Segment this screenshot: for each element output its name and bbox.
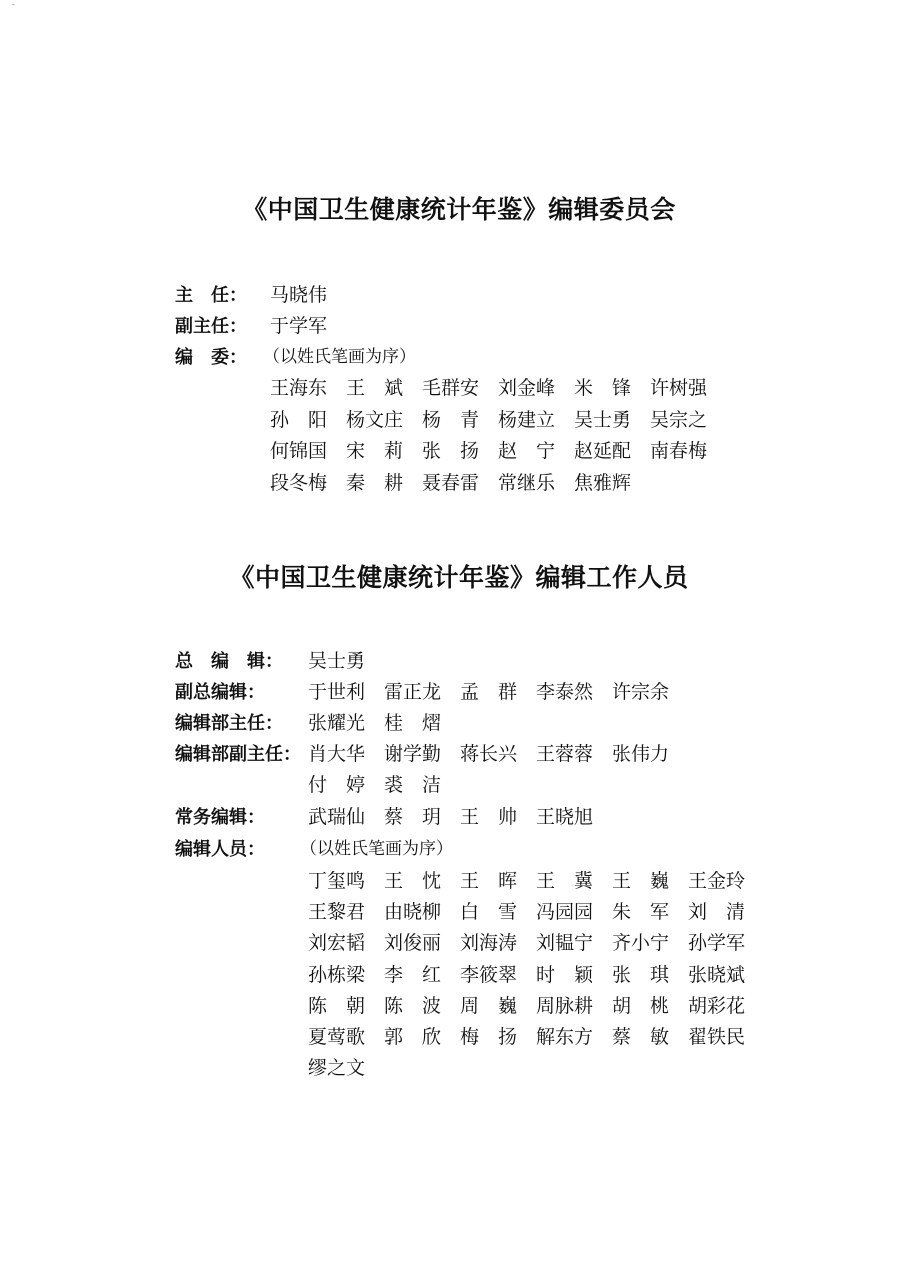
person-name: 王 忱 [384, 870, 442, 892]
person-name: 刘金峰 [498, 377, 556, 399]
person-name: 刘韫宁 [536, 932, 594, 955]
person-name: 张 扬 [422, 440, 480, 462]
person-name: 吴宗之 [650, 408, 708, 431]
person-name: 胡彩花 [688, 994, 746, 1017]
editors-note: （以姓氏笔画为序） [300, 839, 453, 859]
director-name: 马晓伟 [270, 284, 328, 306]
corner-mark: - [12, 0, 15, 9]
person-name: 赵延配 [574, 440, 632, 462]
name-row-names [308, 991, 764, 1022]
person-name: 李筱翠 [460, 963, 518, 986]
person-name: 米 锋 [574, 377, 632, 399]
person-name: 王 冀 [536, 870, 594, 892]
person-name: 丁玺鸣 [308, 870, 366, 892]
person-name: 由晓柳 [384, 901, 442, 924]
person-name: 孙学军 [688, 932, 746, 955]
person-name: 孙 阳 [270, 408, 328, 431]
person-name: 王金玲 [688, 870, 746, 892]
chief-name: 吴士勇 [308, 650, 366, 672]
person-name: 冯园园 [536, 901, 594, 924]
dept-deputy-names-2 [308, 770, 460, 801]
person-name: 孙栋梁 [308, 963, 366, 986]
person-name: 刘宏韬 [308, 932, 366, 955]
person-name: 白 雪 [460, 901, 518, 924]
person-name: 王 巍 [612, 870, 670, 892]
director-label: 主 任： [175, 285, 247, 306]
deputy-chief-label: 副总编辑： [175, 682, 265, 703]
person-name: 许宗余 [612, 681, 670, 703]
deputy-chief-names [308, 677, 688, 708]
person-name: 齐小宁 [612, 932, 670, 955]
person-name: 胡 桃 [612, 994, 670, 1017]
managing-label: 常务编辑： [175, 807, 265, 828]
chief-label: 总 编 辑： [175, 651, 283, 672]
person-name: 杨 青 [422, 408, 480, 431]
members-label: 编 委： [175, 347, 247, 368]
person-name: 武瑞仙 [308, 806, 366, 828]
name-row-names [308, 1053, 384, 1084]
person-name: 雷正龙 [384, 681, 442, 703]
deputy-label: 副主任： [175, 316, 247, 337]
person-name: 宋 莉 [346, 440, 404, 462]
person-name: 杨建立 [498, 408, 556, 431]
members-note: （以姓氏笔画为序） [263, 347, 416, 367]
name-row-names [308, 928, 764, 959]
person-name: 张耀光 [308, 712, 366, 734]
person-name: 李 红 [384, 963, 442, 986]
staff-title: 《中国卫生健康统计年鉴》编辑工作人员 [229, 563, 689, 592]
person-name: 杨文庄 [346, 408, 404, 431]
person-name: 张 琪 [612, 963, 670, 986]
person-name: 缪之文 [308, 1057, 366, 1080]
person-name: 肖大华 [308, 743, 366, 765]
person-name: 王黎君 [308, 901, 366, 924]
person-name: 解东方 [536, 1026, 594, 1048]
person-name: 何锦国 [270, 440, 328, 462]
person-name: 吴士勇 [574, 408, 632, 431]
dept-deputy-label: 编辑部副主任： [175, 744, 301, 765]
person-name: 李泰然 [536, 681, 594, 703]
person-name: 蒋长兴 [460, 743, 518, 765]
person-name: 夏莺歌 [308, 1026, 366, 1048]
person-name: 谢学勤 [384, 743, 442, 765]
name-row-names [270, 468, 650, 499]
name-row-names [308, 960, 764, 991]
person-name: 刘 清 [688, 901, 746, 924]
person-name: 许树强 [650, 377, 708, 399]
person-name: 朱 军 [612, 901, 670, 924]
name-row-names [308, 1022, 764, 1053]
person-name: 桂 熠 [384, 712, 442, 734]
person-name: 秦 耕 [346, 471, 404, 494]
person-name: 毛群安 [422, 377, 480, 399]
person-name: 于世利 [308, 681, 366, 703]
person-name: 刘俊丽 [384, 932, 442, 955]
name-row-names [308, 866, 764, 897]
person-name: 孟 群 [460, 681, 518, 703]
person-name: 赵 宁 [498, 440, 556, 462]
person-name: 翟铁民 [688, 1026, 746, 1048]
person-name: 刘海涛 [460, 932, 518, 955]
managing-names [308, 802, 612, 833]
name-row-names [270, 373, 726, 404]
name-row-names [270, 405, 726, 436]
person-name: 焦雅辉 [574, 471, 632, 494]
deputy-name: 于学军 [270, 315, 328, 337]
person-name: 梅 扬 [460, 1026, 518, 1048]
dept-head-label: 编辑部主任： [175, 713, 283, 734]
person-name: 段冬梅 [270, 471, 328, 494]
person-name: 裘 洁 [384, 774, 442, 796]
person-name: 周脉耕 [536, 994, 594, 1017]
name-row-names [270, 436, 726, 467]
person-name: 王晓旭 [536, 806, 594, 828]
person-name: 王蓉蓉 [536, 743, 594, 765]
person-name: 王 帅 [460, 806, 518, 828]
editors-label: 编辑人员： [175, 839, 265, 860]
person-name: 付 婷 [308, 774, 366, 796]
person-name: 蔡 敏 [612, 1026, 670, 1048]
person-name: 张伟力 [612, 743, 670, 765]
name-row-names [308, 897, 764, 928]
person-name: 陈 波 [384, 994, 442, 1017]
person-name: 常继乐 [498, 471, 556, 494]
person-name: 时 颖 [536, 963, 594, 986]
person-name: 王海东 [270, 377, 328, 399]
person-name: 王 斌 [346, 377, 404, 399]
person-name: 聂春雷 [422, 471, 480, 494]
dept-deputy-names-1 [308, 739, 688, 770]
person-name: 王 晖 [460, 870, 518, 892]
person-name: 郭 欣 [384, 1026, 442, 1048]
person-name: 陈 朝 [308, 994, 366, 1017]
person-name: 蔡 玥 [384, 806, 442, 828]
person-name: 周 巍 [460, 994, 518, 1017]
committee-title: 《中国卫生健康统计年鉴》编辑委员会 [242, 195, 676, 224]
person-name: 张晓斌 [688, 963, 746, 986]
dept-head-names [308, 708, 460, 739]
person-name: 南春梅 [650, 440, 708, 462]
